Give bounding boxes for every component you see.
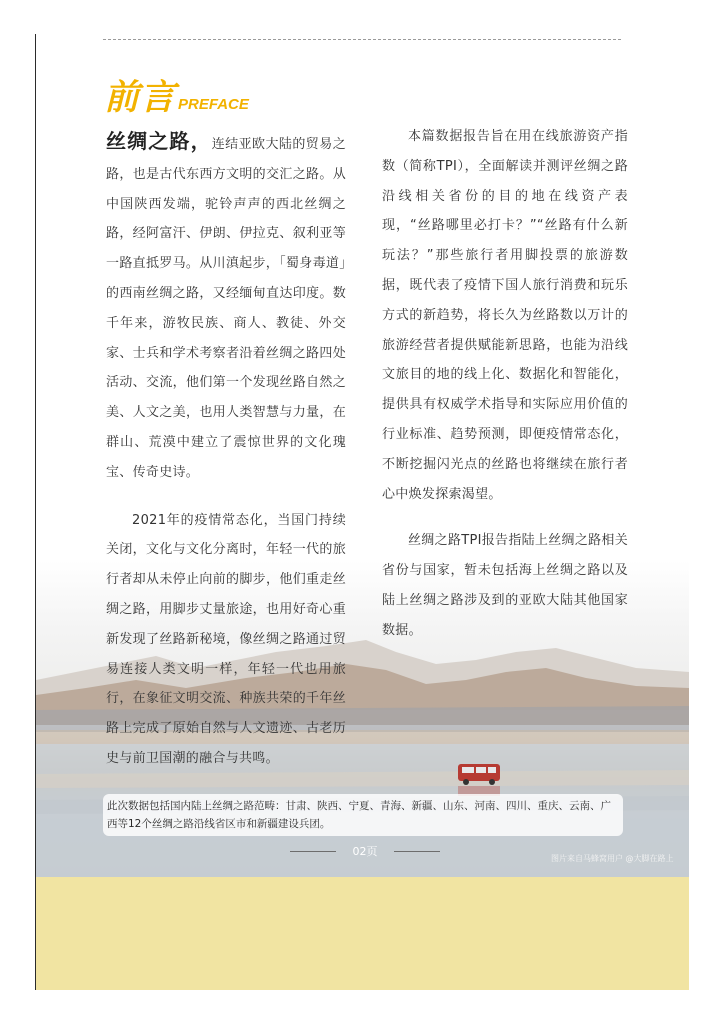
heading-english: PREFACE	[178, 96, 249, 113]
section-heading	[104, 70, 249, 118]
top-dashed-divider	[103, 39, 621, 40]
right-paragraph-2: 丝绸之路TPI报告指陆上丝绸之路相关省份与国家，暂未包括海上丝绸之路以及陆上丝绸之路涉及到的亚欧大陆其他国家数据。	[382, 533, 629, 638]
data-scope-note: 此次数据包括国内陆上丝绸之路范畴：甘肃、陕西、宁夏、青海、新疆、山东、河南、四川、重庆、云南、广西等12个丝绸之路沿线省区市和新疆建设兵团。	[103, 794, 623, 836]
left-text-column	[106, 127, 346, 774]
page-number	[290, 843, 440, 859]
red-van-icon	[458, 764, 500, 796]
photo-credit: 图片来自马蜂窝用户 @大脚在路上	[551, 854, 674, 863]
page-number-text: 02页	[352, 845, 378, 858]
page-number-line-right	[394, 851, 440, 852]
bottom-yellow-band	[36, 877, 689, 990]
left-paragraph-1-text: 连结亚欧大陆的贸易之路，也是古代东西方文明的交汇之路。从中国陕西发端，驼铃声声的西北丝绸之路，经阿富汗、伊朗、伊拉克、叙利亚等一路直抵罗马。从川滇起步，「蜀身毒道」的西南丝绸之路，又经缅甸直达印度。数千年来，游牧民族、商人、教徒、外交家、士兵和学术考察者沿着丝绸之路四处活动、交流，他们第一个发现丝路自然之美、人文之美，也用人类智慧与力量，在群山、荒漠中建立了震惊世界的文化瑰宝、传奇史诗。	[106, 137, 346, 480]
heading-chinese: 前言	[104, 78, 177, 118]
left-paragraph-1	[106, 127, 346, 488]
right-text-column	[382, 122, 628, 646]
left-paragraph-2: 2021年的疫情常态化，当国门持续关闭，文化与文化分离时，年轻一代的旅行者却从未停止向前的脚步，他们重走丝绸之路，用脚步丈量旅途，也用好奇心重新发现了丝路新秘境，像丝绸之路通过贸易连接人类文明一样，年轻一代也用旅行，在象征文明交流、种族共荣的千年丝路上完成了原始自然与人文遗迹、古老历史与前卫国潮的融合与共鸣。	[106, 512, 346, 766]
right-paragraph-1: 本篇数据报告旨在用在线旅游资产指数（简称TPI），全面解读并测评丝绸之路沿线相关省份的目的地在线资产表现，“丝路哪里必打卡？”“丝路有什么新玩法？”那些旅行者用脚投票的旅游数据，既代表了疫情下国人旅行消费和玩乐方式的新趋势，将长久为丝路数以万计的旅游经营者提供赋能新思路，也能为沿线文旅目的地的线上化、数据化和智能化，提供具有权威学术指导和实际应用价值的行业标准、趋势预测，即便疫情常态化，不断挖掘闪光点的丝路也将继续在旅行者心中焕发探索渴望。	[382, 129, 628, 502]
lead-phrase: 丝绸之路，	[106, 129, 212, 153]
